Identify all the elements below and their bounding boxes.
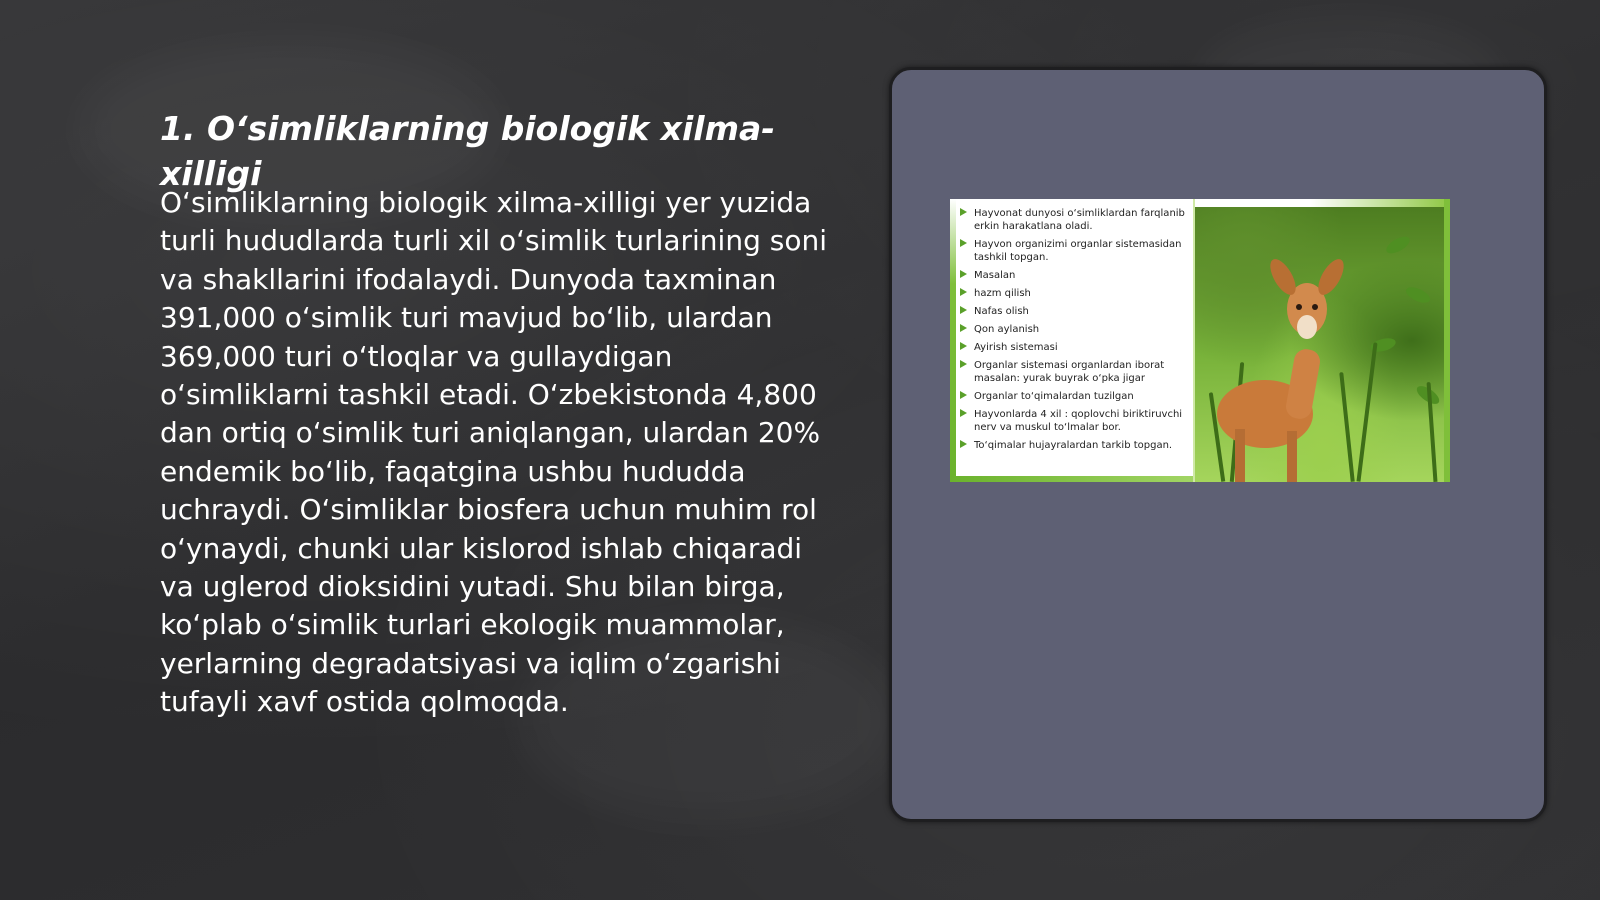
- green-triangle-arrow-icon: [960, 324, 967, 332]
- green-triangle-arrow-icon: [960, 342, 967, 350]
- list-item: [960, 341, 1196, 354]
- green-triangle-arrow-icon: [960, 270, 967, 278]
- list-item: [960, 408, 1196, 434]
- list-item: [960, 287, 1196, 300]
- bullet-text: Hayvonlarda 4 xil : qoplovchi biriktiruvchi nerv va muskul to‘lmalar bor.: [974, 409, 1183, 433]
- green-border-left: [950, 199, 956, 482]
- bullet-text: Hayvonat dunyosi o‘simliklardan farqlanib erkin harakatlana oladi.: [974, 208, 1185, 232]
- green-triangle-arrow-icon: [960, 208, 967, 216]
- list-item: [960, 207, 1196, 233]
- list-item: [960, 305, 1196, 318]
- bullet-text: Masalan: [974, 270, 1016, 281]
- list-item: [960, 269, 1196, 282]
- green-triangle-arrow-icon: [960, 409, 967, 417]
- embedded-slide-image: [950, 199, 1450, 482]
- list-item: [960, 323, 1196, 336]
- green-triangle-arrow-icon: [960, 360, 967, 368]
- bullet-text: Ayirish sistemasi: [974, 342, 1058, 353]
- bullet-text: hazm qilish: [974, 288, 1031, 299]
- bullet-text: To‘qimalar hujayralardan tarkib topgan.: [974, 440, 1173, 451]
- list-item: [960, 390, 1196, 403]
- green-triangle-arrow-icon: [960, 440, 967, 448]
- bullet-text: Nafas olish: [974, 306, 1029, 317]
- list-item: [960, 238, 1196, 264]
- green-triangle-arrow-icon: [960, 391, 967, 399]
- slide-title: 1. O‘simliklarning biologik xilma-xilligi: [160, 109, 775, 193]
- green-triangle-arrow-icon: [960, 306, 967, 314]
- bullet-text: Organlar to‘qimalardan tuzilgan: [974, 391, 1134, 402]
- bullet-text: Hayvon organizimi organlar sistemasidan tashkil topgan.: [974, 239, 1182, 263]
- deer-icon: [1195, 199, 1450, 482]
- deer-in-grass-photo: [1193, 199, 1450, 482]
- green-triangle-arrow-icon: [960, 288, 967, 296]
- green-triangle-arrow-icon: [960, 239, 967, 247]
- bullet-text: Organlar sistemasi organlardan iborat masalan: yurak buyrak o‘pka jigar: [974, 360, 1165, 384]
- bullet-list: [960, 207, 1196, 457]
- list-item: [960, 359, 1196, 385]
- bullet-text: Qon aylanish: [974, 324, 1040, 335]
- list-item: [960, 439, 1196, 452]
- slide-body-text: O‘simliklarning biologik xilma-xilligi yer yuzida turli hududlarda turli xil o‘simlik turlarining soni va shakllarini ifodalaydi. Dunyoda taxminan 391,000 o‘simlik turi mavjud bo‘lib, ulardan 369,000 turi o‘tloqlar va gullaydigan o‘simliklarni tashkil etadi. O‘zbekistonda 4,800 dan ortiq o‘simlik turi aniqlangan, ulardan 20% endemik bo‘lib, faqatgina ushbu hududda uchraydi. O‘simliklar biosfera uchun muhim rol o‘ynaydi, chunki ular kislorod ishlab chiqaradi va uglerod dioksidini yutadi. Shu bilan birga, ko‘plab o‘simlik turlari ekologik muammolar, yerlarning degradatsiyasi va iqlim o‘zgarishi tufayli xavf ostida qolmoqda.: [160, 186, 827, 719]
